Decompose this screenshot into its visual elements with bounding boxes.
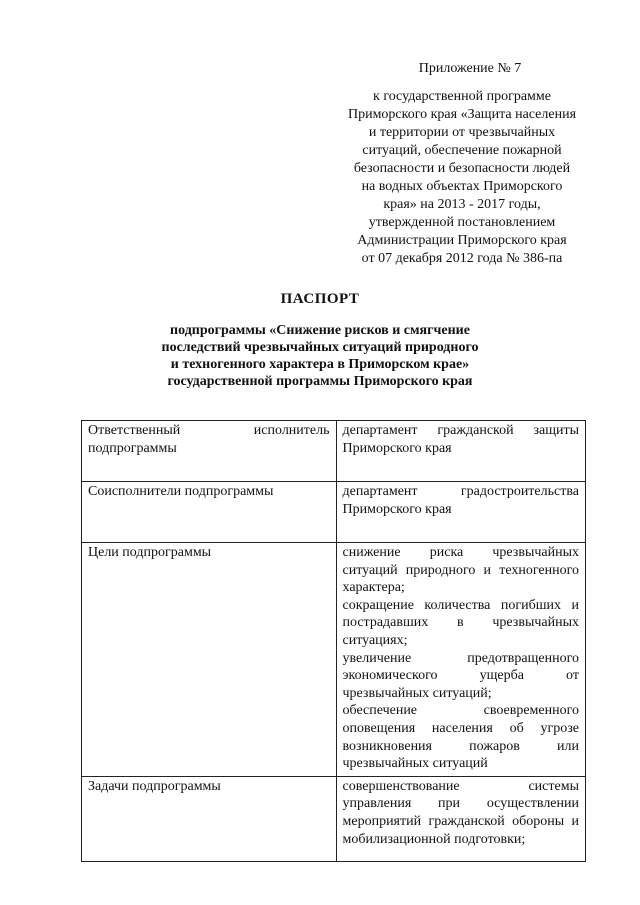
value-line: Приморского края [342, 440, 452, 456]
value-line: оповещения населения об угрозе [342, 720, 579, 736]
value-line: увеличение предотвращенного [342, 650, 579, 666]
label-line: Цели подпрограммы [88, 545, 212, 560]
table-row-responsible [82, 421, 586, 482]
subtitle-line: последствий чрезвычайных ситуаций природного [161, 340, 479, 355]
subtitle-line: и техногенного характера в Приморском крае» [170, 357, 470, 372]
appendix-line: ситуаций, обеспечение пожарной [362, 143, 562, 158]
table-row-tasks [82, 776, 586, 861]
passport-subtitle [120, 322, 520, 390]
appendix-line: утвержденной постановлением [368, 215, 556, 230]
appendix-line: Приморского края «Защита населения [347, 107, 577, 122]
value-cell [336, 482, 586, 543]
value-line: чрезвычайных ситуаций; [342, 685, 492, 701]
value-line: департамент гражданской защиты [342, 423, 579, 438]
table-row-goals [82, 543, 586, 777]
value-line: чрезвычайных ситуаций [342, 756, 488, 772]
label-line: Ответственный исполнитель [88, 423, 330, 438]
value-line: ситуациях; [342, 632, 408, 648]
value-line: совершенствование системы [342, 778, 579, 794]
label-line: Соисполнители подпрограммы [88, 484, 274, 499]
label-cell [82, 421, 337, 482]
value-line: управления при осуществлении [342, 796, 579, 812]
value-cell [336, 776, 586, 861]
passport-table [81, 420, 586, 862]
value-line: Приморского края [342, 501, 452, 517]
label-cell [82, 482, 337, 543]
appendix-block [338, 60, 586, 268]
value-line: обеспечение своевременного [342, 703, 579, 719]
label-line: Задачи подпрограммы [88, 778, 221, 794]
appendix-line: безопасности и безопасности людей [353, 161, 571, 176]
value-line: возникновения пожаров или [342, 738, 579, 754]
value-line: сокращение количества погибших и [342, 597, 579, 613]
subtitle-line: государственной программы Приморского края [167, 374, 473, 389]
label-cell [82, 543, 337, 777]
value-line: пострадавших в чрезвычайных [342, 615, 579, 631]
value-line: мероприятий гражданской обороны и [342, 813, 579, 829]
appendix-line: края» на 2013 - 2017 годы, [383, 197, 541, 212]
value-line: снижение риска чрезвычайных [342, 545, 579, 560]
subtitle-line: подпрограммы «Снижение рисков и смягчение [170, 323, 470, 338]
appendix-line: Администрации Приморского края [357, 233, 567, 248]
label-cell [82, 776, 337, 861]
value-line: характера; [342, 580, 405, 596]
appendix-line: на водных объектах Приморского [361, 179, 563, 194]
passport-title: ПАСПОРТ [280, 291, 360, 307]
label-line: подпрограммы [88, 440, 177, 456]
value-cell [336, 421, 586, 482]
appendix-line: от 07 декабря 2012 года № 386-па [361, 251, 563, 266]
value-line: мобилизационной подготовки; [342, 831, 526, 847]
appendix-title: Приложение № 7 [418, 61, 522, 76]
value-line: экономического ущерба от [342, 668, 579, 684]
value-cell [336, 543, 586, 777]
value-line: департамент градостроительства [342, 484, 579, 499]
value-line: ситуаций природного и техногенного [342, 562, 579, 578]
appendix-line: к государственной программе [373, 89, 551, 104]
table-row-coexecutors [82, 482, 586, 543]
appendix-line: и территории от чрезвычайных [368, 125, 556, 140]
